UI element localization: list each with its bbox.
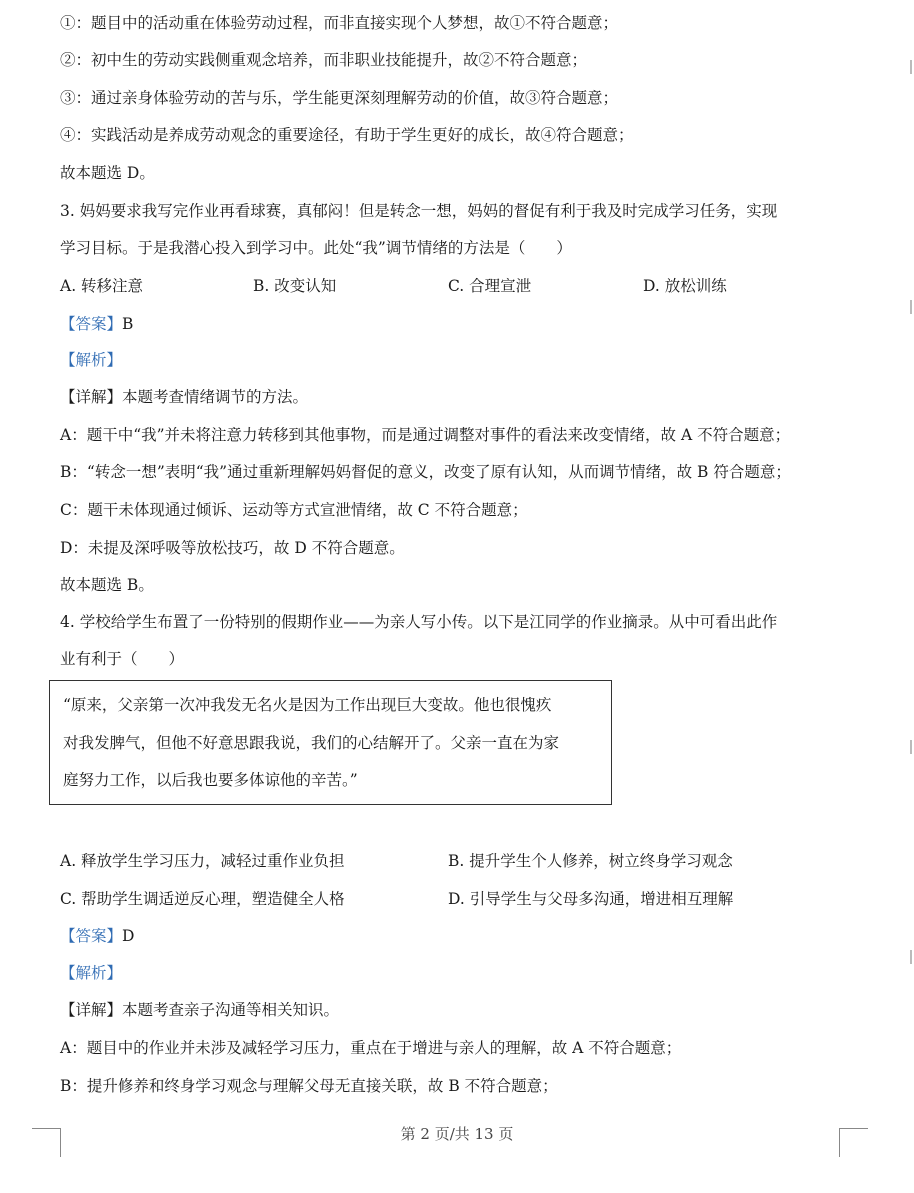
q3-option-c: C. 合理宣泄 xyxy=(448,277,532,295)
question-4-stem-line-1: 4. 学校给学生布置了一份特别的假期作业——为亲人写小传。以下是江同学的作业摘录。从中可看出此作 xyxy=(60,613,778,631)
q3-answer xyxy=(60,313,133,335)
text-line: ①：题目中的活动重在体验劳动过程，而非直接实现个人梦想，故①不符合题意； xyxy=(60,14,619,32)
answer-value: D xyxy=(122,927,135,945)
q4-option-d: D. 引导学生与父母多沟通，增进相互理解 xyxy=(448,890,734,908)
q3-option-b: B. 改变认知 xyxy=(253,277,337,295)
q3-explanation-a: A：题干中“我”并未将注意力转移到其他事物，而是通过调整对事件的看法来改变情绪，故 A 不符合题意； xyxy=(60,426,791,444)
q3-detail xyxy=(60,386,308,408)
q4-option-a: A. 释放学生学习压力，减轻过重作业负担 xyxy=(60,852,345,870)
q4-analysis-tag: 【解析】 xyxy=(60,964,123,982)
text-line: ③：通过亲身体验劳动的苦与乐，学生能更深刻理解劳动的价值，故③符合题意； xyxy=(60,89,619,107)
quote-line: 庭努力工作，以后我也要多体谅他的辛苦。” xyxy=(63,771,358,789)
q4-explanation-b: B：提升修养和终身学习观念与理解父母无直接关联，故 B 不符合题意； xyxy=(60,1077,558,1095)
q3-explanation-c: C：题干未体现通过倾诉、运动等方式宣泄情绪，故 C 不符合题意； xyxy=(60,501,528,519)
answer-tag: 【答案】 xyxy=(60,927,123,945)
q3-explanation-d: D：未提及深呼吸等放松技巧，故 D 不符合题意。 xyxy=(60,539,405,557)
page-footer: 第 2 页/共 13 页 xyxy=(400,1125,514,1143)
edge-tick xyxy=(910,950,912,964)
edge-tick xyxy=(910,60,912,74)
answer-tag: 【答案】 xyxy=(60,315,123,333)
quote-line: 对我发脾气，但他不好意思跟我说，我们的心结解开了。父亲一直在为家 xyxy=(63,734,560,752)
q3-analysis-tag: 【解析】 xyxy=(60,351,123,369)
q3-conclusion: 故本题选 B。 xyxy=(60,576,154,594)
question-3-stem-line-1: 3. 妈妈要求我写完作业再看球赛，真郁闷！但是转念一想，妈妈的督促有利于我及时完成学习任务，实现 xyxy=(60,202,778,220)
q3-option-d: D. 放松训练 xyxy=(643,277,727,295)
question-3-stem-line-2: 学习目标。于是我潜心投入到学习中。此处“我”调节情绪的方法是（ ） xyxy=(60,239,572,257)
q4-explanation-a: A：题目中的作业并未涉及减轻学习压力，重点在于增进与亲人的理解，故 A 不符合题意； xyxy=(60,1039,682,1057)
quote-line: “原来，父亲第一次冲我发无名火是因为工作出现巨大变故。他也很愧疚 xyxy=(63,696,552,714)
q4-option-c: C. 帮助学生调适逆反心理，塑造健全人格 xyxy=(60,890,345,908)
question-4-stem-line-2: 业有利于（ ） xyxy=(60,650,185,668)
q3-option-a: A. 转移注意 xyxy=(60,277,144,295)
edge-tick xyxy=(910,300,912,314)
detail-text: 本题考查亲子沟通等相关知识。 xyxy=(122,1001,340,1019)
q4-detail xyxy=(60,999,339,1021)
q3-explanation-b: B：“转念一想”表明“我”通过重新理解妈妈督促的意义，改变了原有认知，从而调节情绪，故 B 符合题意； xyxy=(60,463,791,481)
text-line: ④：实践活动是养成劳动观念的重要途径，有助于学生更好的成长，故④符合题意； xyxy=(60,126,634,144)
detail-tag: 【详解】 xyxy=(60,1001,123,1019)
text-line: ②：初中生的劳动实践侧重观念培养，而非职业技能提升，故②不符合题意； xyxy=(60,51,588,69)
quote-box xyxy=(49,680,612,805)
detail-text: 本题考查情绪调节的方法。 xyxy=(122,388,309,406)
text-line: 故本题选 D。 xyxy=(60,164,155,182)
edge-tick xyxy=(910,740,912,754)
q4-answer xyxy=(60,925,134,947)
detail-tag: 【详解】 xyxy=(60,388,123,406)
answer-value: B xyxy=(122,315,134,333)
q4-option-b: B. 提升学生个人修养，树立终身学习观念 xyxy=(448,852,733,870)
